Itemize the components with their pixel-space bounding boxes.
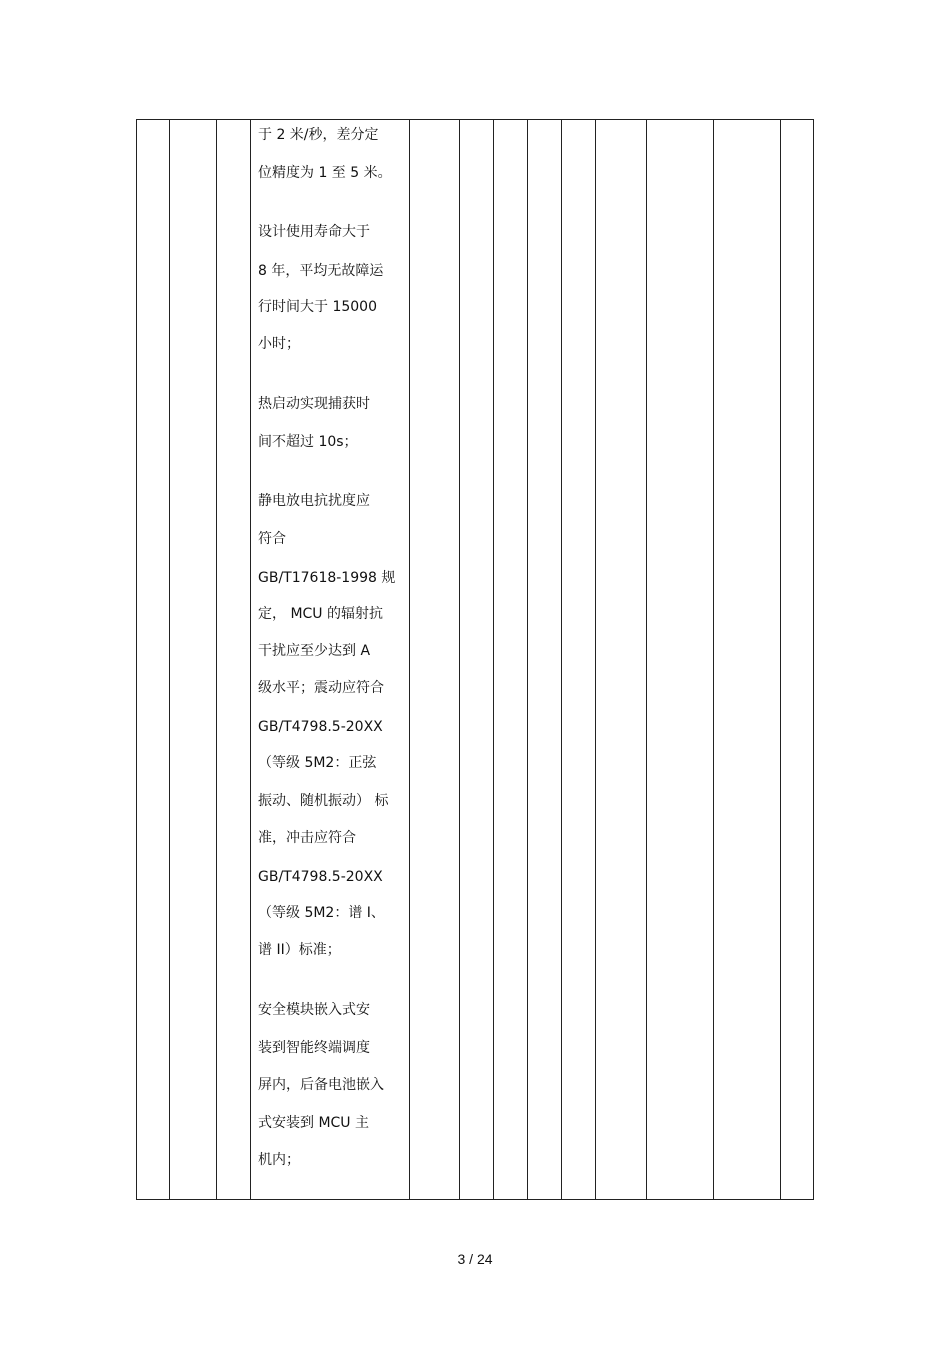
- cell-text-line: 准，冲击应符合: [258, 830, 356, 846]
- cell-text-line: 小时；: [258, 336, 300, 352]
- column-divider: [527, 119, 528, 1200]
- cell-text-line: 间不超过 10s；: [258, 434, 358, 450]
- column-divider: [250, 119, 251, 1200]
- cell-text-line: 谱 II）标准；: [258, 942, 341, 958]
- cell-text-line: 振动、随机振动） 标: [258, 793, 389, 809]
- column-divider: [493, 119, 494, 1200]
- cell-text-line: GB/T17618-1998 规: [258, 570, 396, 586]
- column-divider: [713, 119, 714, 1200]
- column-divider: [646, 119, 647, 1200]
- column-divider: [409, 119, 410, 1200]
- cell-text-line: 于 2 米/秒，差分定: [258, 127, 379, 143]
- cell-text-line: 位精度为 1 至 5 米。: [258, 165, 392, 181]
- cell-text-line: GB/T4798.5-20XX: [258, 869, 383, 885]
- cell-text-line: 安全模块嵌入式安: [258, 1002, 370, 1018]
- page-number: 3 / 24: [457, 1251, 493, 1267]
- cell-text-line: （等级 5M2：谱 I、: [258, 905, 385, 921]
- cell-text-line: 定， MCU 的辐射抗: [258, 606, 384, 622]
- column-divider: [169, 119, 170, 1200]
- cell-text-line: 级水平；震动应符合: [258, 680, 384, 696]
- cell-text-line: 机内；: [258, 1152, 300, 1168]
- cell-text-line: 热启动实现捕获时: [258, 396, 370, 412]
- cell-text-line: GB/T4798.5-20XX: [258, 719, 383, 735]
- cell-text-line: 8 年，平均无故障运: [258, 263, 384, 279]
- column-divider: [216, 119, 217, 1200]
- cell-text-line: （等级 5M2：正弦: [258, 755, 377, 771]
- cell-text-line: 装到智能终端调度: [258, 1040, 370, 1056]
- cell-text-line: 屏内，后备电池嵌入: [258, 1077, 384, 1093]
- cell-text-line: 行时间大于 15000: [258, 299, 377, 315]
- column-divider: [459, 119, 460, 1200]
- cell-text-line: 符合: [258, 531, 286, 547]
- column-divider: [780, 119, 781, 1200]
- cell-text-line: 干扰应至少达到 A: [258, 643, 371, 659]
- column-divider: [561, 119, 562, 1200]
- cell-text-line: 设计使用寿命大于: [258, 224, 370, 240]
- cell-text-line: 静电放电抗扰度应: [258, 493, 370, 509]
- cell-text-line: 式安装到 MCU 主: [258, 1115, 370, 1131]
- column-divider: [595, 119, 596, 1200]
